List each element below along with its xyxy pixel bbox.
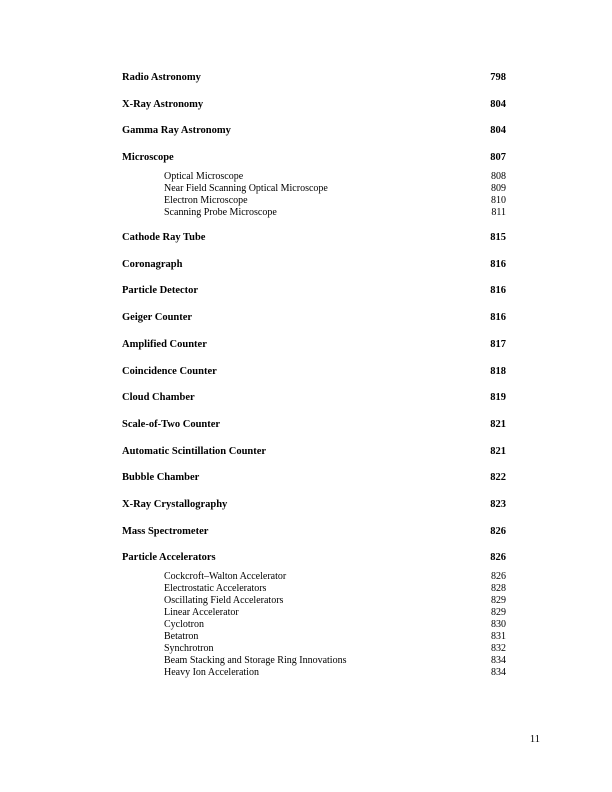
toc-entry[interactable] (122, 471, 506, 485)
toc-subentry-page: 810 (491, 195, 506, 207)
toc-entry-page: 826 (490, 525, 506, 537)
toc-subentry-page: 808 (491, 171, 506, 183)
toc-subentry-page: 826 (491, 571, 506, 583)
toc-entry-title: Mass Spectrometer (122, 525, 209, 537)
toc-subentry[interactable] (122, 655, 506, 667)
toc-entry-page: 816 (490, 312, 506, 324)
toc-entry-page: 826 (490, 552, 506, 564)
page-number: 11 (529, 734, 540, 745)
toc-entry-page: 816 (490, 285, 506, 297)
toc-entry-title: Amplified Counter (122, 338, 207, 350)
toc-entry-title: X-Ray Astronomy (122, 98, 204, 110)
toc-entry-page: 821 (490, 418, 506, 430)
toc-entry-title: Microscope (122, 152, 174, 164)
toc-subentry-title: Beam Stacking and Storage Ring Innovations (164, 655, 347, 667)
toc-subentry-page: 834 (491, 667, 506, 679)
toc-entry-title: Coronagraph (122, 258, 183, 270)
toc-entry[interactable] (122, 365, 506, 379)
toc-subentry[interactable] (122, 667, 506, 679)
toc-entry-title: Particle Accelerators (122, 552, 216, 564)
toc-subentry-list (122, 171, 506, 219)
toc-entry-page: 807 (490, 152, 506, 164)
toc-subentry-title: Cockcroft–Walton Accelerator (164, 571, 287, 583)
toc-entry[interactable] (122, 124, 506, 138)
toc-subentry-page: 811 (491, 207, 506, 219)
toc-entry-title: Radio Astronomy (122, 72, 201, 83)
toc-subentry-page: 829 (491, 607, 506, 619)
toc-entry-page: 798 (490, 72, 506, 83)
toc-subentry-page: 828 (491, 583, 506, 595)
toc-entry-page: 821 (490, 445, 506, 457)
table-of-contents (122, 71, 506, 679)
toc-entry-page: 822 (490, 472, 506, 484)
toc-subentry[interactable] (122, 195, 506, 207)
toc-subentry-title: Scanning Probe Microscope (164, 207, 277, 219)
toc-entry-title: Gamma Ray Astronomy (122, 125, 231, 137)
toc-entry-page: 816 (490, 258, 506, 270)
toc-subentry-title: Near Field Scanning Optical Microscope (164, 183, 328, 195)
toc-entry-page: 804 (490, 125, 506, 137)
toc-subentry[interactable] (122, 643, 506, 655)
toc-entry[interactable] (122, 284, 506, 298)
toc-subentry[interactable] (122, 619, 506, 631)
toc-subentry-page: 834 (491, 655, 506, 667)
toc-subentry[interactable] (122, 583, 506, 595)
toc-entry-page: 818 (490, 365, 506, 377)
toc-entry-page: 817 (490, 338, 506, 350)
toc-entry[interactable] (122, 391, 506, 405)
toc-subentry[interactable] (122, 171, 506, 183)
toc-subentry-title: Optical Microscope (164, 171, 244, 183)
toc-entry-title: Scale-of-Two Counter (122, 418, 221, 430)
toc-subentry-page: 832 (491, 643, 506, 655)
toc-entry[interactable] (122, 231, 506, 245)
toc-subentry[interactable] (122, 607, 506, 619)
toc-entry[interactable] (122, 445, 506, 459)
toc-subentry-page: 829 (491, 595, 506, 607)
toc-subentry[interactable] (122, 631, 506, 643)
toc-entry[interactable] (122, 98, 506, 112)
toc-entry-title: Coincidence Counter (122, 365, 217, 377)
toc-subentry-title: Heavy Ion Acceleration (164, 667, 259, 679)
toc-subentry-title: Cyclotron (164, 619, 204, 631)
toc-subentry[interactable] (122, 595, 506, 607)
toc-subentry-title: Electrostatic Accelerators (164, 583, 267, 595)
toc-subentry[interactable] (122, 183, 506, 195)
toc-subentry-title: Linear Accelerator (164, 607, 239, 619)
toc-subentry-title: Synchrotron (164, 643, 214, 655)
toc-entry[interactable] (122, 498, 506, 512)
toc-subentry-page: 831 (491, 631, 506, 643)
toc-entry-title: Automatic Scintillation Counter (122, 445, 267, 457)
toc-entry[interactable] (122, 338, 506, 352)
toc-subentry-title: Oscillating Field Accelerators (164, 595, 284, 607)
toc-entry[interactable] (122, 258, 506, 272)
toc-entry[interactable] (122, 151, 506, 165)
toc-subentry-page: 809 (491, 183, 506, 195)
toc-entry-page: 823 (490, 498, 506, 510)
toc-entry[interactable] (122, 525, 506, 539)
toc-entry-title: Cloud Chamber (122, 392, 195, 404)
toc-subentry-title: Electron Microscope (164, 195, 248, 207)
toc-subentry-list (122, 571, 506, 679)
toc-entry-title: X-Ray Crystallography (122, 498, 228, 510)
toc-entry-title: Bubble Chamber (122, 472, 200, 484)
toc-entry[interactable] (122, 311, 506, 325)
toc-entry[interactable] (122, 551, 506, 565)
toc-entry-title: Particle Detector (122, 285, 199, 297)
toc-subentry[interactable] (122, 571, 506, 583)
toc-entry-page: 815 (490, 232, 506, 244)
toc-entry-title: Geiger Counter (122, 312, 193, 324)
toc-entry-page: 804 (490, 98, 506, 110)
toc-subentry-page: 830 (491, 619, 506, 631)
toc-subentry-title: Betatron (164, 631, 199, 643)
toc-subentry[interactable] (122, 207, 506, 219)
toc-entry-title: Cathode Ray Tube (122, 232, 206, 244)
toc-entry[interactable] (122, 71, 506, 85)
toc-entry-page: 819 (490, 392, 506, 404)
toc-entry[interactable] (122, 418, 506, 432)
